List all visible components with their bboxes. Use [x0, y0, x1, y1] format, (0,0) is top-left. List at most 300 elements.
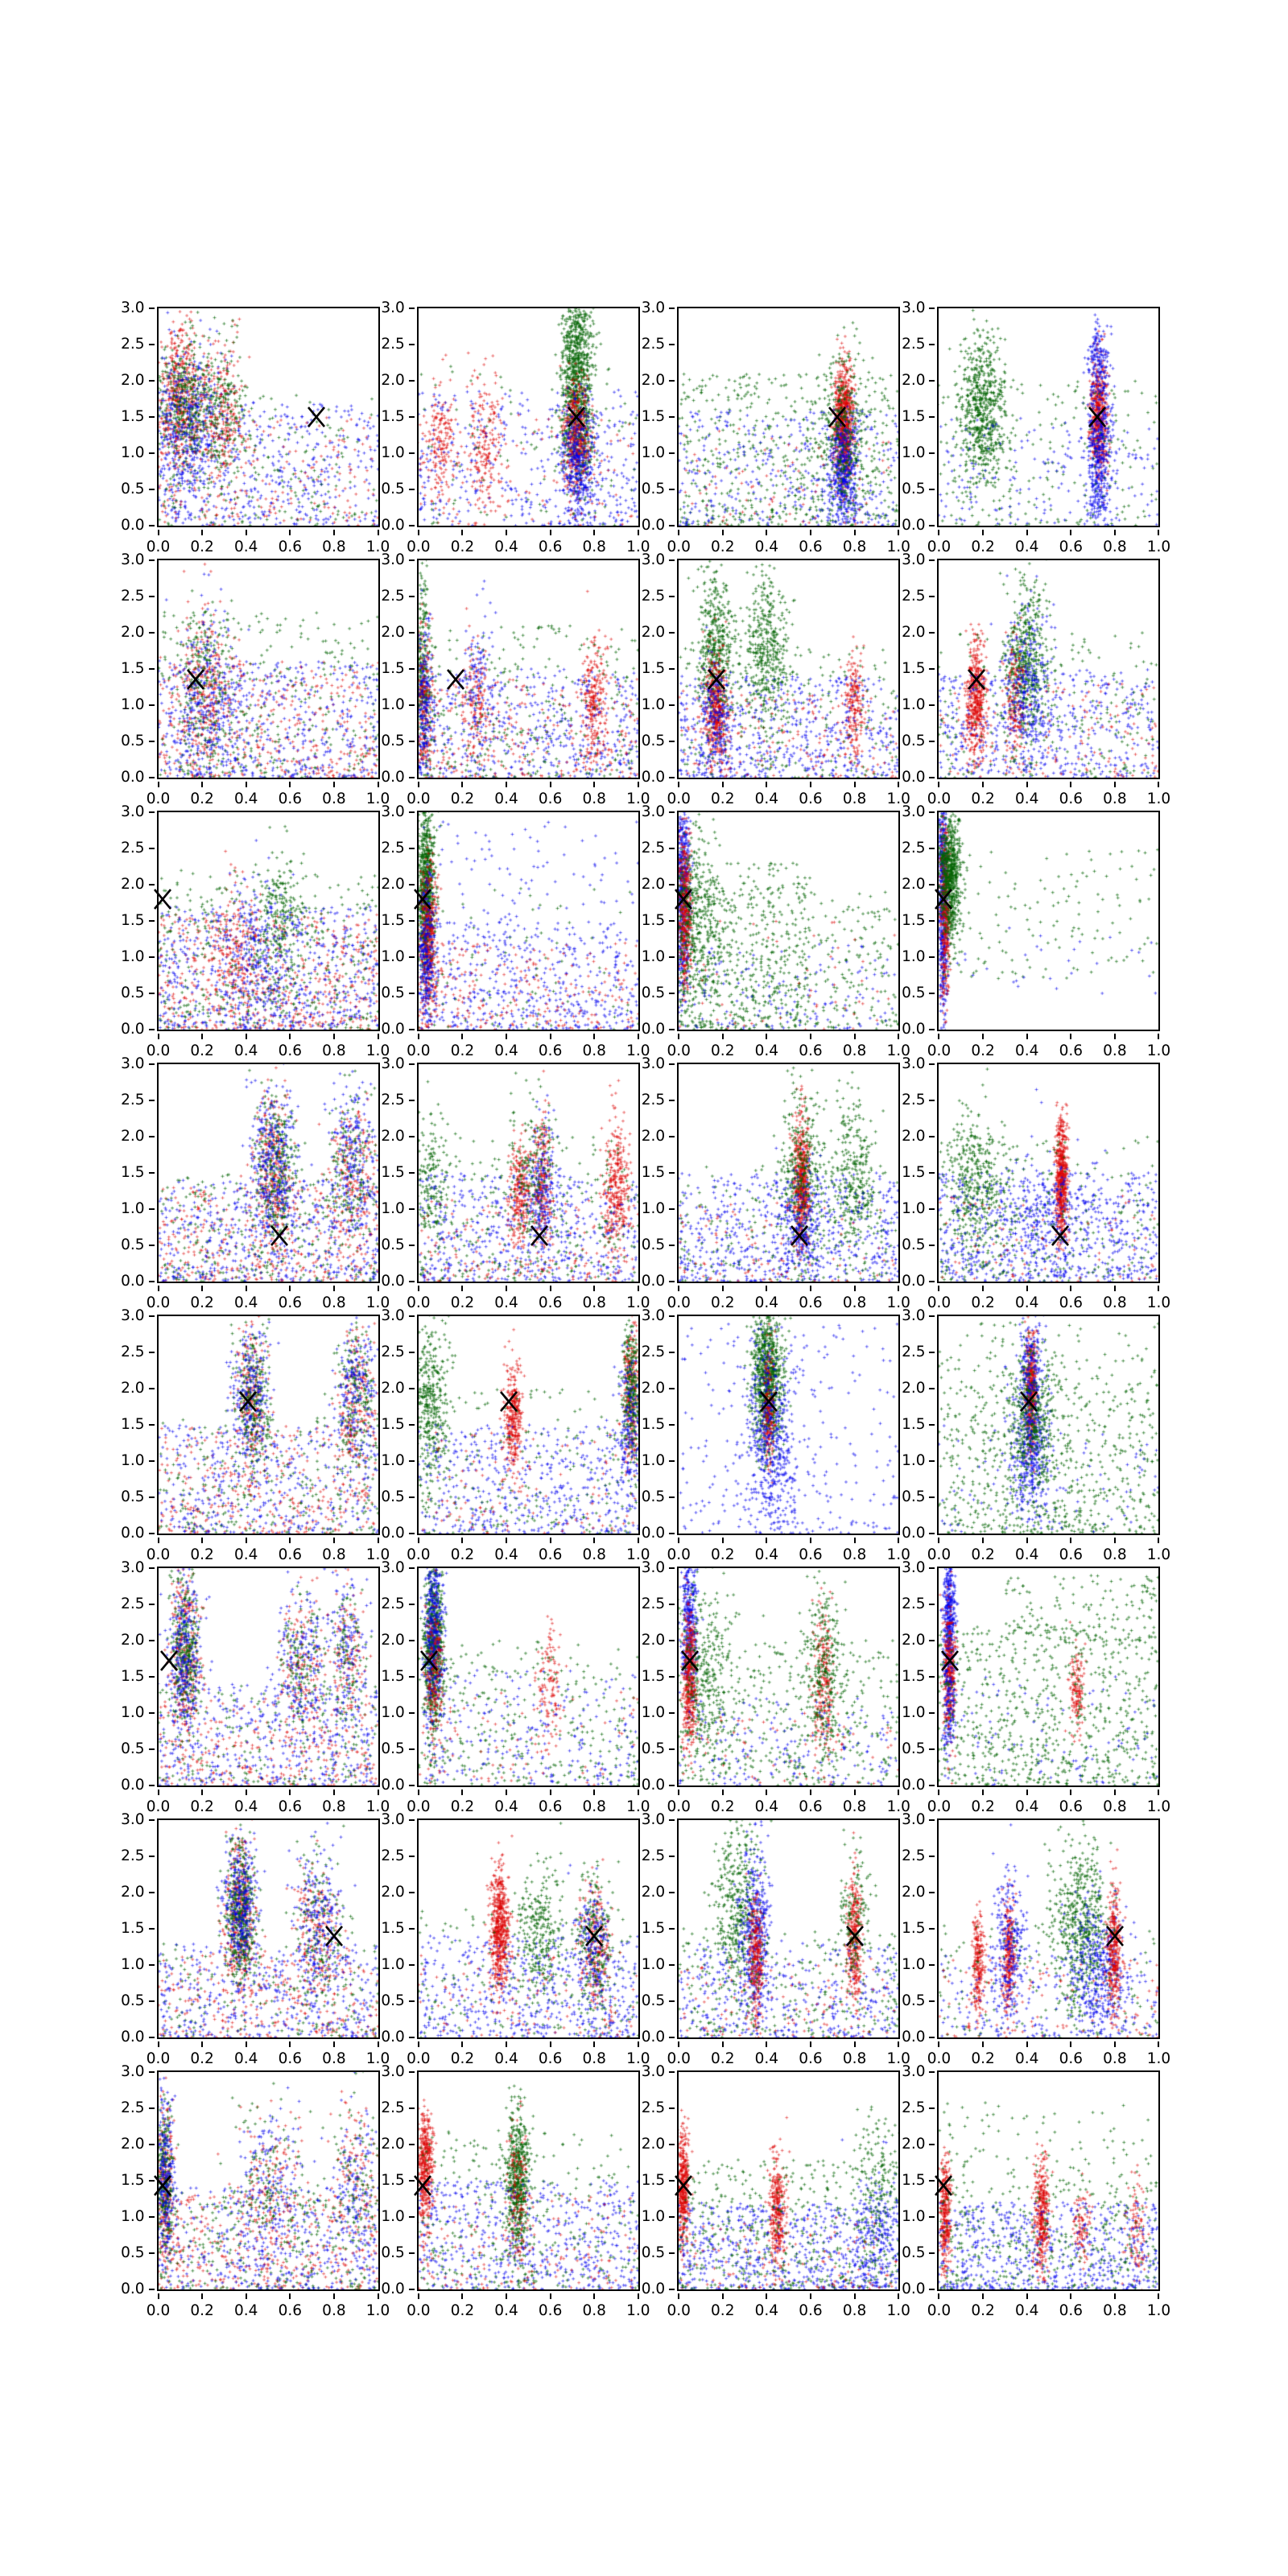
y-tick-mark — [149, 2071, 155, 2073]
x-tick-mark — [593, 1286, 595, 1291]
y-tick-mark — [929, 344, 935, 345]
x-tick-label: 0.6 — [1059, 1798, 1083, 1815]
y-tick-mark — [929, 416, 935, 418]
y-tick-mark — [669, 2037, 675, 2038]
x-tick-label: 0.2 — [711, 2050, 735, 2067]
y-tick-mark — [149, 1604, 155, 1605]
x-tick-label: 0.0 — [927, 2302, 952, 2319]
y-tick-label: 0.5 — [641, 984, 666, 1001]
x-tick-label: 0.2 — [190, 1042, 214, 1059]
scatter-subplot — [902, 299, 1171, 555]
y-tick-mark — [409, 344, 415, 345]
y-tick-mark — [669, 2252, 675, 2254]
x-tick-mark — [854, 1286, 856, 1291]
x-tick-label: 0.2 — [711, 2302, 735, 2319]
x-tick-mark — [766, 782, 767, 787]
y-tick-label: 0.0 — [641, 1524, 666, 1542]
y-tick-mark — [669, 380, 675, 382]
y-tick-mark — [149, 741, 155, 742]
scatter-subplot — [902, 1307, 1171, 1563]
x-tick-mark — [201, 1034, 203, 1039]
y-tick-label: 2.5 — [121, 1847, 145, 1864]
y-tick-mark — [149, 1388, 155, 1389]
x-tick-label: 0.8 — [1103, 791, 1127, 807]
y-tick-label: 2.0 — [121, 875, 145, 893]
x-tick-mark — [378, 2041, 379, 2047]
x-tick-mark — [766, 530, 767, 535]
y-tick-mark — [149, 1496, 155, 1498]
y-tick-mark — [669, 811, 675, 813]
x-tick-mark — [418, 2293, 419, 2299]
y-tick-mark — [929, 2180, 935, 2182]
y-tick-label: 2.5 — [381, 1091, 405, 1108]
x-tick-mark — [418, 782, 419, 787]
y-tick-mark — [929, 559, 935, 561]
y-tick-mark — [409, 452, 415, 454]
y-tick-mark — [669, 1892, 675, 1893]
y-tick-mark — [409, 1172, 415, 1174]
x-tick-label: 0.2 — [450, 791, 475, 807]
y-tick-mark — [929, 884, 935, 886]
x-tick-label: 1.0 — [626, 791, 650, 807]
scatter-subplot — [121, 1307, 390, 1563]
subplot-canvas — [159, 560, 378, 778]
y-tick-mark — [149, 1712, 155, 1714]
x-tick-mark — [766, 2041, 767, 2047]
y-tick-mark — [149, 2144, 155, 2145]
x-tick-label: 0.4 — [754, 2302, 779, 2319]
y-tick-mark — [149, 1315, 155, 1317]
subplot-canvas — [419, 308, 638, 526]
x-tick-label: 0.4 — [233, 2050, 258, 2067]
y-tick-label: 0.5 — [121, 2244, 145, 2261]
scatter-subplot — [381, 299, 650, 555]
x-tick-mark — [938, 1538, 939, 1543]
y-tick-mark — [409, 1567, 415, 1569]
x-tick-label: 0.8 — [582, 2050, 606, 2067]
y-tick-label: 2.0 — [381, 1127, 405, 1145]
y-tick-mark — [929, 777, 935, 778]
x-tick-mark — [1026, 1034, 1028, 1039]
y-tick-label: 2.0 — [902, 1379, 926, 1397]
subplot-canvas — [159, 812, 378, 1030]
y-tick-label: 1.0 — [641, 947, 666, 965]
x-tick-label: 0.2 — [190, 2050, 214, 2067]
y-tick-label: 0.5 — [902, 1236, 926, 1253]
x-tick-mark — [938, 530, 939, 535]
y-tick-mark — [929, 2037, 935, 2038]
y-tick-label: 2.5 — [121, 587, 145, 605]
x-tick-label: 0.4 — [494, 539, 518, 555]
x-tick-label: 0.2 — [711, 1546, 735, 1563]
y-tick-label: 1.5 — [902, 407, 926, 425]
y-tick-label: 2.5 — [121, 839, 145, 857]
y-tick-label: 1.0 — [902, 1703, 926, 1721]
y-tick-label: 1.5 — [902, 1919, 926, 1937]
y-tick-mark — [669, 2216, 675, 2218]
x-tick-mark — [289, 1538, 291, 1543]
y-tick-mark — [149, 596, 155, 597]
scatter-subplot — [381, 551, 650, 807]
x-tick-mark — [722, 1790, 724, 1795]
y-tick-mark — [149, 1424, 155, 1426]
y-tick-label: 2.5 — [381, 2099, 405, 2116]
x-tick-label: 1.0 — [1146, 1798, 1171, 1815]
x-tick-label: 0.4 — [233, 1042, 258, 1059]
y-tick-mark — [669, 1676, 675, 1678]
subplot-canvas — [419, 2072, 638, 2289]
y-tick-mark — [669, 2107, 675, 2109]
x-tick-label: 1.0 — [886, 2050, 910, 2067]
x-tick-label: 0.6 — [799, 2302, 823, 2319]
y-tick-label: 0.5 — [641, 732, 666, 749]
x-tick-label: 1.0 — [365, 539, 390, 555]
y-tick-mark — [929, 1424, 935, 1426]
y-tick-label: 0.0 — [121, 1776, 145, 1794]
x-tick-mark — [766, 1790, 767, 1795]
y-tick-label: 2.0 — [641, 1127, 666, 1145]
y-tick-label: 0.5 — [121, 1236, 145, 1253]
x-tick-mark — [678, 530, 679, 535]
x-tick-label: 0.4 — [754, 1042, 779, 1059]
y-tick-label: 0.0 — [641, 516, 666, 534]
y-tick-label: 2.0 — [381, 623, 405, 641]
x-tick-mark — [593, 782, 595, 787]
scatter-subplot — [381, 1558, 650, 1815]
x-tick-label: 0.0 — [407, 1042, 431, 1059]
y-tick-mark — [149, 1460, 155, 1462]
x-tick-label: 0.8 — [842, 1294, 867, 1311]
x-tick-label: 0.4 — [1014, 1798, 1039, 1815]
y-tick-label: 3.0 — [902, 803, 926, 820]
x-tick-label: 1.0 — [365, 1042, 390, 1059]
subplot-canvas — [419, 1568, 638, 1785]
x-tick-label: 0.0 — [146, 1294, 171, 1311]
x-tick-mark — [810, 2293, 811, 2299]
x-tick-mark — [289, 530, 291, 535]
x-tick-mark — [810, 1286, 811, 1291]
subplot-canvas — [419, 812, 638, 1030]
x-tick-label: 0.6 — [538, 1294, 563, 1311]
y-tick-label: 0.0 — [902, 1272, 926, 1290]
y-tick-label: 0.0 — [381, 1524, 405, 1542]
y-tick-mark — [149, 1245, 155, 1246]
y-tick-mark — [409, 1748, 415, 1750]
scatter-subplot — [121, 803, 390, 1059]
y-tick-mark — [929, 596, 935, 597]
y-tick-label: 1.0 — [121, 947, 145, 965]
y-tick-label: 1.0 — [641, 2207, 666, 2225]
y-tick-mark — [929, 1533, 935, 1534]
y-tick-label: 0.0 — [641, 1020, 666, 1038]
y-tick-mark — [409, 596, 415, 597]
y-tick-mark — [149, 811, 155, 813]
x-tick-mark — [982, 1286, 984, 1291]
y-tick-label: 0.5 — [641, 1992, 666, 2009]
y-tick-mark — [669, 1388, 675, 1389]
x-tick-mark — [810, 2041, 811, 2047]
x-tick-mark — [461, 1034, 463, 1039]
y-tick-mark — [669, 741, 675, 742]
y-tick-label: 2.0 — [641, 623, 666, 641]
x-tick-label: 0.4 — [233, 2302, 258, 2319]
y-tick-mark — [409, 2216, 415, 2218]
x-tick-label: 0.4 — [494, 1798, 518, 1815]
subplot-canvas — [939, 308, 1158, 526]
x-tick-mark — [461, 782, 463, 787]
y-tick-label: 1.5 — [641, 1667, 666, 1685]
y-tick-label: 2.5 — [381, 839, 405, 857]
x-tick-label: 0.0 — [407, 2302, 431, 2319]
x-tick-mark — [766, 1286, 767, 1291]
y-tick-mark — [929, 1785, 935, 1786]
x-tick-mark — [378, 782, 379, 787]
y-tick-label: 0.5 — [641, 480, 666, 497]
y-tick-label: 0.0 — [121, 2280, 145, 2297]
x-tick-label: 0.6 — [538, 2050, 563, 2067]
y-tick-label: 1.5 — [121, 659, 145, 677]
x-tick-mark — [898, 1286, 899, 1291]
x-tick-mark — [1070, 1034, 1071, 1039]
scatter-subplot — [121, 551, 390, 807]
x-tick-label: 0.2 — [711, 791, 735, 807]
y-tick-mark — [409, 1315, 415, 1317]
x-tick-mark — [1026, 530, 1028, 535]
y-tick-label: 1.0 — [902, 444, 926, 461]
y-tick-label: 0.5 — [381, 984, 405, 1001]
scatter-subplot — [902, 1558, 1171, 1815]
y-tick-mark — [929, 1676, 935, 1678]
y-tick-label: 2.5 — [641, 335, 666, 353]
y-tick-mark — [929, 1172, 935, 1174]
x-tick-mark — [1114, 2293, 1116, 2299]
y-tick-mark — [409, 1604, 415, 1605]
x-tick-label: 1.0 — [886, 539, 910, 555]
y-tick-mark — [149, 1892, 155, 1893]
x-tick-mark — [982, 530, 984, 535]
y-tick-mark — [409, 2071, 415, 2073]
x-tick-label: 0.2 — [971, 791, 995, 807]
y-tick-label: 0.0 — [381, 516, 405, 534]
y-tick-mark — [669, 1748, 675, 1750]
y-tick-mark — [409, 777, 415, 778]
y-tick-mark — [409, 2107, 415, 2109]
y-tick-mark — [409, 993, 415, 994]
y-tick-label: 3.0 — [121, 299, 145, 316]
y-tick-label: 2.5 — [641, 1091, 666, 1108]
x-tick-mark — [550, 2041, 551, 2047]
y-tick-label: 1.0 — [381, 444, 405, 461]
y-tick-mark — [149, 525, 155, 526]
x-tick-label: 1.0 — [1146, 2302, 1171, 2319]
x-tick-mark — [246, 782, 247, 787]
y-tick-label: 1.0 — [121, 2207, 145, 2225]
y-tick-mark — [929, 1460, 935, 1462]
y-tick-mark — [669, 1819, 675, 1821]
y-tick-mark — [669, 1172, 675, 1174]
y-tick-mark — [669, 1208, 675, 1210]
subplot-canvas — [679, 1064, 898, 1282]
subplot-canvas — [159, 1316, 378, 1534]
x-tick-mark — [638, 782, 639, 787]
x-tick-mark — [158, 1286, 159, 1291]
x-tick-mark — [550, 2293, 551, 2299]
x-tick-mark — [898, 2041, 899, 2047]
x-tick-mark — [638, 1538, 639, 1543]
x-tick-label: 0.8 — [322, 1798, 346, 1815]
y-tick-mark — [409, 2037, 415, 2038]
y-tick-label: 0.0 — [902, 768, 926, 786]
x-tick-mark — [678, 1538, 679, 1543]
x-tick-mark — [898, 1034, 899, 1039]
y-tick-label: 0.0 — [641, 1272, 666, 1290]
y-tick-mark — [409, 489, 415, 490]
y-tick-label: 1.0 — [381, 1451, 405, 1469]
scatter-subplot — [121, 1055, 390, 1311]
y-tick-mark — [149, 2000, 155, 2002]
x-tick-mark — [722, 530, 724, 535]
x-tick-label: 1.0 — [886, 791, 910, 807]
y-tick-label: 1.0 — [381, 1703, 405, 1721]
x-tick-label: 0.6 — [799, 2050, 823, 2067]
y-tick-label: 0.0 — [381, 1272, 405, 1290]
x-tick-mark — [201, 2293, 203, 2299]
y-tick-mark — [149, 1281, 155, 1282]
y-tick-label: 2.0 — [121, 371, 145, 389]
scatter-subplot — [641, 2062, 910, 2319]
x-tick-mark — [333, 1538, 335, 1543]
y-tick-label: 3.0 — [121, 2062, 145, 2080]
scatter-subplot — [381, 1055, 650, 1311]
x-tick-label: 0.2 — [971, 1546, 995, 1563]
y-tick-label: 0.5 — [121, 1740, 145, 1757]
y-tick-label: 2.0 — [381, 875, 405, 893]
y-tick-label: 0.0 — [641, 2028, 666, 2046]
subplot-canvas — [679, 308, 898, 526]
y-tick-label: 3.0 — [902, 1810, 926, 1828]
y-tick-label: 1.5 — [121, 2171, 145, 2189]
y-tick-mark — [409, 1424, 415, 1426]
y-tick-label: 1.5 — [902, 1163, 926, 1181]
x-tick-mark — [506, 2293, 507, 2299]
y-tick-label: 3.0 — [902, 2062, 926, 2080]
x-tick-label: 0.2 — [190, 1546, 214, 1563]
x-tick-mark — [638, 530, 639, 535]
x-tick-label: 0.4 — [1014, 1042, 1039, 1059]
x-tick-mark — [378, 530, 379, 535]
y-tick-mark — [929, 1388, 935, 1389]
scatter-subplot — [641, 1810, 910, 2067]
subplot-canvas — [679, 812, 898, 1030]
x-tick-mark — [1158, 782, 1159, 787]
y-tick-label: 0.5 — [381, 1236, 405, 1253]
y-tick-mark — [409, 1100, 415, 1101]
x-tick-mark — [722, 1538, 724, 1543]
x-tick-mark — [201, 1790, 203, 1795]
y-tick-mark — [669, 777, 675, 778]
x-tick-mark — [289, 782, 291, 787]
y-tick-mark — [929, 452, 935, 454]
x-tick-mark — [638, 2041, 639, 2047]
y-tick-mark — [669, 1245, 675, 1246]
y-tick-label: 1.0 — [641, 696, 666, 713]
x-tick-label: 1.0 — [365, 1546, 390, 1563]
x-tick-label: 0.6 — [1059, 539, 1083, 555]
x-tick-label: 0.0 — [667, 2302, 691, 2319]
y-tick-mark — [409, 308, 415, 309]
x-tick-label: 1.0 — [626, 2302, 650, 2319]
x-tick-mark — [982, 2041, 984, 2047]
x-tick-label: 0.2 — [971, 1042, 995, 1059]
x-tick-label: 0.2 — [450, 2050, 475, 2067]
x-tick-mark — [1026, 2293, 1028, 2299]
y-tick-mark — [929, 2252, 935, 2254]
x-tick-label: 0.4 — [754, 791, 779, 807]
y-tick-mark — [149, 777, 155, 778]
x-tick-label: 0.8 — [1103, 1294, 1127, 1311]
y-tick-label: 2.0 — [902, 1127, 926, 1145]
y-tick-mark — [669, 2289, 675, 2290]
x-tick-mark — [201, 1538, 203, 1543]
x-tick-label: 0.2 — [971, 2302, 995, 2319]
y-tick-mark — [409, 1136, 415, 1137]
x-tick-label: 0.0 — [407, 1798, 431, 1815]
y-tick-mark — [149, 920, 155, 922]
x-tick-mark — [898, 782, 899, 787]
x-tick-label: 0.4 — [494, 2302, 518, 2319]
y-tick-label: 0.0 — [902, 1020, 926, 1038]
x-tick-mark — [246, 1538, 247, 1543]
y-tick-label: 3.0 — [381, 1307, 405, 1324]
y-tick-label: 3.0 — [641, 551, 666, 568]
y-tick-mark — [149, 2107, 155, 2109]
x-tick-mark — [333, 1034, 335, 1039]
x-tick-label: 0.2 — [450, 2302, 475, 2319]
y-tick-label: 1.5 — [121, 911, 145, 929]
x-tick-label: 1.0 — [1146, 539, 1171, 555]
y-tick-label: 1.5 — [121, 407, 145, 425]
y-tick-mark — [929, 1712, 935, 1714]
y-tick-label: 2.0 — [381, 1883, 405, 1901]
y-tick-mark — [929, 1496, 935, 1498]
y-tick-mark — [669, 1567, 675, 1569]
subplot-canvas — [939, 812, 1158, 1030]
y-tick-mark — [149, 1063, 155, 1065]
y-tick-label: 0.5 — [902, 984, 926, 1001]
x-tick-label: 0.8 — [1103, 1042, 1127, 1059]
x-tick-label: 0.4 — [754, 1546, 779, 1563]
x-tick-label: 0.8 — [322, 1042, 346, 1059]
y-tick-mark — [929, 920, 935, 922]
y-tick-label: 2.0 — [902, 1631, 926, 1649]
y-tick-label: 2.5 — [641, 1847, 666, 1864]
x-tick-label: 0.8 — [582, 2302, 606, 2319]
x-tick-mark — [1158, 2041, 1159, 2047]
x-tick-label: 0.8 — [582, 1546, 606, 1563]
x-tick-label: 1.0 — [1146, 791, 1171, 807]
x-tick-mark — [810, 782, 811, 787]
y-tick-mark — [409, 2144, 415, 2145]
x-tick-mark — [722, 2293, 724, 2299]
x-tick-mark — [158, 2293, 159, 2299]
x-tick-label: 0.8 — [582, 539, 606, 555]
y-tick-label: 1.5 — [902, 911, 926, 929]
x-tick-mark — [333, 2041, 335, 2047]
y-tick-mark — [669, 1100, 675, 1101]
x-tick-mark — [1070, 2041, 1071, 2047]
x-tick-mark — [810, 1538, 811, 1543]
subplot-canvas — [419, 1316, 638, 1534]
